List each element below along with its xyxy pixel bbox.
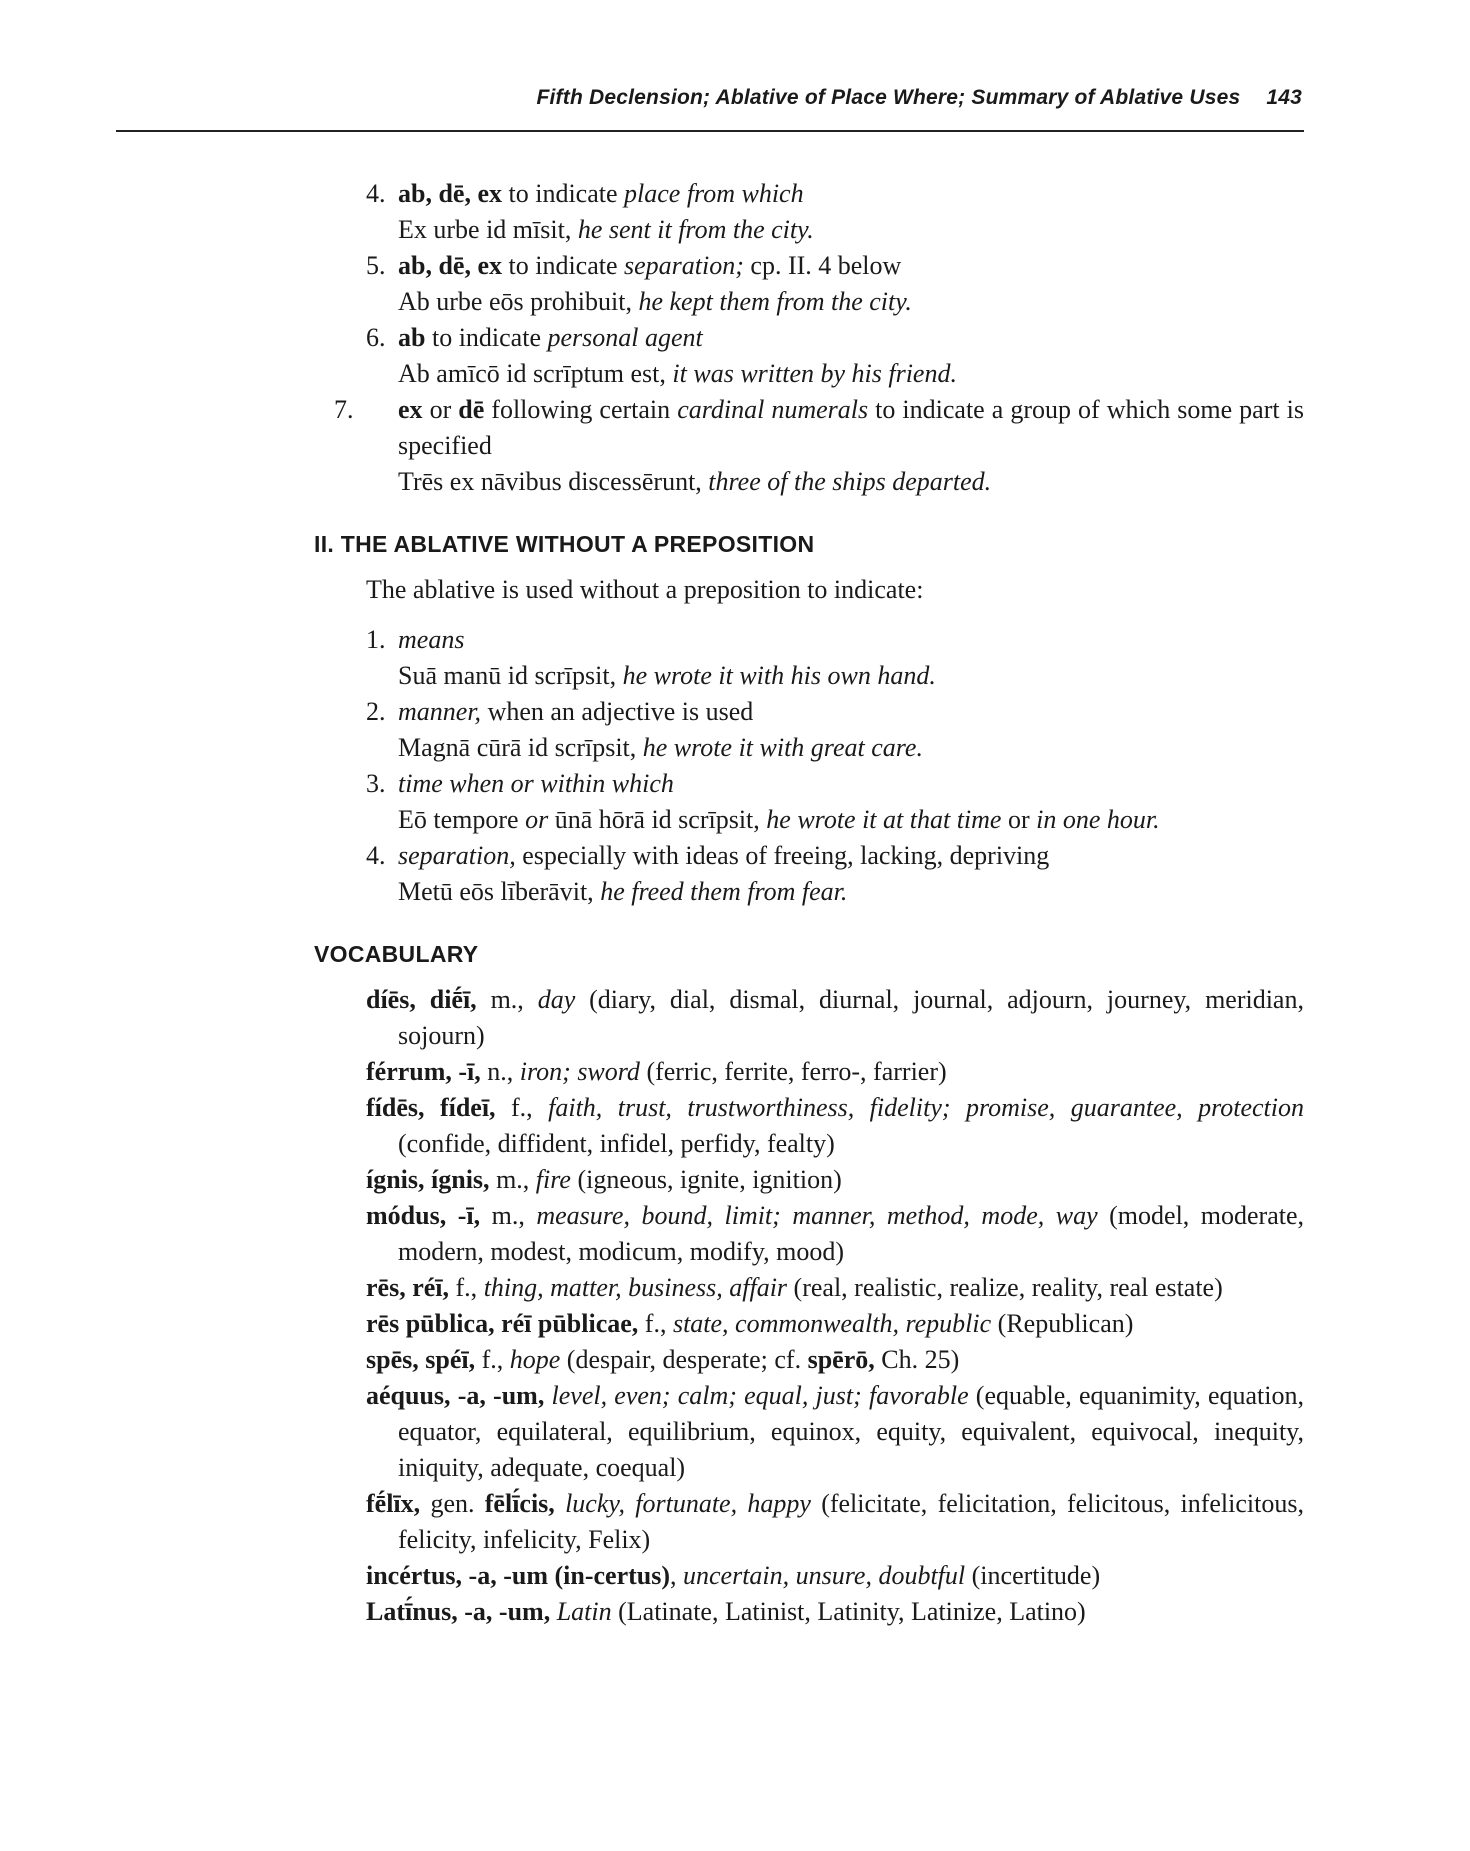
vocab-grammar: gen. xyxy=(420,1489,485,1518)
vocab-headword: spēs, spéī, xyxy=(366,1345,476,1374)
example-english: he wrote it with great care. xyxy=(642,733,923,762)
section-heading: II. THE ABLATIVE WITHOUT A PREPOSITION xyxy=(314,531,815,557)
example-latin: Ab amīcō id scrīptum est, xyxy=(398,359,673,388)
vocab-entry xyxy=(366,1162,1304,1198)
vocab-meaning: hope xyxy=(509,1345,561,1374)
vocab-crossref: spērō, xyxy=(807,1345,875,1374)
example-latin: Magnā cūrā id scrīpsit, xyxy=(398,733,643,762)
vocab-derivatives: (model, moderate, modern, modest, modicum, modify, mood) xyxy=(398,1201,1305,1266)
vocab-entry xyxy=(366,1306,1304,1342)
vocab-meaning: measure, bound, limit; manner, method, mode, way xyxy=(536,1201,1098,1230)
vocab-derivatives: (Republican) xyxy=(991,1309,1134,1338)
vocab-derivatives: (equable, equanimity, equation, equator, equilateral, equilibrium, equinox, equity, equivalent, equivocal, inequity, iniquity, adequate, coequal) xyxy=(398,1381,1304,1482)
example-latin: ūnā hōrā id scrīpsit, xyxy=(548,805,767,834)
running-head xyxy=(537,86,1303,110)
item-italic: cardinal numerals xyxy=(677,395,869,424)
vocab-derivatives: (diary, dial, dismal, diurnal, journal, adjourn, journey, meridian, sojourn) xyxy=(398,985,1304,1050)
list-item xyxy=(366,622,1304,694)
item-number: 6. xyxy=(366,323,386,352)
list-item xyxy=(334,392,1304,500)
vocab-headword: rēs, réī, xyxy=(366,1273,450,1302)
example-latin: Eō tempore xyxy=(398,805,526,834)
example-english: three of the ships departed. xyxy=(708,467,992,496)
example-latin: Trēs ex nāvibus discessērunt, xyxy=(398,467,709,496)
vocab-grammar: f., xyxy=(495,1093,549,1122)
vocab-derivatives: Ch. 25) xyxy=(874,1345,960,1374)
latin-term: ab, dē, ex xyxy=(398,179,502,208)
section-intro: The ablative is used without a preposition to indicate: xyxy=(366,575,924,604)
vocab-headword: incértus, -a, -um xyxy=(366,1561,548,1590)
vocab-entry xyxy=(366,1558,1304,1594)
vocab-headword: díēs, diḗī, xyxy=(366,985,477,1014)
vocab-grammar: m., xyxy=(476,985,538,1014)
list-item xyxy=(366,766,1304,838)
item-text: following certain xyxy=(484,395,678,424)
item-italic: personal agent xyxy=(547,323,703,352)
latin-term: ab xyxy=(398,323,426,352)
vocab-grammar: n., xyxy=(480,1057,520,1086)
vocab-entry xyxy=(366,982,1304,1054)
list-item xyxy=(366,176,1304,248)
example-latin: Suā manū id scrīpsit, xyxy=(398,661,623,690)
vocab-meaning: fire xyxy=(535,1165,571,1194)
example-or: or xyxy=(1001,805,1037,834)
vocab-grammar: m., xyxy=(480,1201,537,1230)
example-latin: Metū eōs līberāvit, xyxy=(398,877,601,906)
vocab-headword: Latī́nus, -a, -um, xyxy=(366,1597,551,1626)
vocab-entry xyxy=(366,1198,1304,1270)
item-text: when an adjective is used xyxy=(481,697,754,726)
item-text: especially with ideas of freeing, lacking, depriving xyxy=(515,841,1050,870)
vocab-derivatives: (felicitate, felicitation, felicitous, infelicitous, felicity, infelicity, Felix) xyxy=(398,1489,1304,1554)
vocab-meaning: uncertain, unsure, doubtful xyxy=(683,1561,966,1590)
vocab-etymology: (in-certus) xyxy=(554,1561,670,1590)
vocab-derivatives: (Latinate, Latinist, Latinity, Latinize, Latino) xyxy=(611,1597,1086,1626)
vocab-derivatives: (incertitude) xyxy=(965,1561,1101,1590)
vocab-grammar: , xyxy=(670,1561,683,1590)
item-number: 7. xyxy=(334,395,354,424)
vocab-entry xyxy=(366,1378,1304,1486)
vocab-meaning: Latin xyxy=(550,1597,612,1626)
latin-term: dē xyxy=(458,395,485,424)
item-text: to indicate a group of which some part is specified xyxy=(398,395,1304,460)
item-italic: separation, xyxy=(398,841,516,870)
vocab-meaning: faith, trust, trustworthiness, fidelity; promise, guarantee, protection xyxy=(548,1093,1305,1122)
vocab-grammar: f., xyxy=(475,1345,510,1374)
list-item xyxy=(366,694,1304,766)
running-title: Fifth Declension; Ablative of Place Where; Summary of Ablative Uses xyxy=(536,86,1241,109)
list-item xyxy=(366,838,1304,910)
item-number: 2. xyxy=(366,697,386,726)
vocab-headword: férrum, -ī, xyxy=(366,1057,481,1086)
item-number: 3. xyxy=(366,769,386,798)
item-italic: manner, xyxy=(398,697,482,726)
vocab-entry xyxy=(366,1090,1304,1162)
example-english: he wrote it with his own hand. xyxy=(622,661,936,690)
vocab-entry xyxy=(366,1270,1304,1306)
item-number: 4. xyxy=(366,841,386,870)
vocab-headword: rēs pūblica, réī pūblicae, xyxy=(366,1309,639,1338)
list-item xyxy=(366,320,1304,392)
vocab-derivatives: (ferric, ferrite, ferro-, farrier) xyxy=(639,1057,947,1086)
item-text: to indicate xyxy=(502,251,625,280)
vocab-grammar: m., xyxy=(489,1165,536,1194)
header-rule xyxy=(116,130,1304,132)
vocab-meaning: thing, matter, business, affair xyxy=(483,1273,788,1302)
vocab-genitive: fēlī́cis, xyxy=(484,1489,555,1518)
item-text: cp. II. 4 below xyxy=(743,251,902,280)
vocab-grammar: f., xyxy=(638,1309,673,1338)
vocab-headword: ígnis, ígnis, xyxy=(366,1165,490,1194)
item-italic: separation; xyxy=(624,251,744,280)
vocab-headword: aéquus, -a, -um, xyxy=(366,1381,545,1410)
example-english: he wrote it at that time xyxy=(766,805,1002,834)
vocab-entry xyxy=(366,1594,1304,1630)
vocab-entry xyxy=(366,1342,1304,1378)
vocab-meaning: day xyxy=(537,985,576,1014)
item-text: to indicate xyxy=(502,179,625,208)
example-or: or xyxy=(525,805,549,834)
item-italic: means xyxy=(398,625,465,654)
example-english: he freed them from fear. xyxy=(600,877,848,906)
list-item xyxy=(366,248,1304,320)
example-english: it was written by his friend. xyxy=(672,359,957,388)
item-number: 1. xyxy=(366,625,386,654)
item-text: or xyxy=(422,395,459,424)
item-number: 4. xyxy=(366,179,386,208)
example-english: he sent it from the city. xyxy=(577,215,814,244)
vocab-meaning: level, even; calm; equal, just; favorable xyxy=(544,1381,969,1410)
item-italic: place from which xyxy=(624,179,804,208)
page-body xyxy=(314,176,1305,1630)
vocab-entry xyxy=(366,1486,1304,1558)
vocab-headword: fḗlīx, xyxy=(366,1489,421,1518)
vocab-meaning: lucky, fortunate, happy xyxy=(554,1489,811,1518)
vocab-meaning: state, commonwealth, republic xyxy=(672,1309,992,1338)
item-number: 5. xyxy=(366,251,386,280)
example-latin: Ab urbe eōs prohibuit, xyxy=(398,287,639,316)
vocab-headword: módus, -ī, xyxy=(366,1201,481,1230)
page-number: 143 xyxy=(1266,86,1302,109)
vocabulary-heading: VOCABULARY xyxy=(314,941,479,967)
vocab-grammar: f., xyxy=(449,1273,484,1302)
latin-term: ab, dē, ex xyxy=(398,251,502,280)
vocab-derivatives: (confide, diffident, infidel, perfidy, fealty) xyxy=(398,1129,835,1158)
vocab-derivatives: (despair, desperate; cf. xyxy=(560,1345,808,1374)
vocab-entry xyxy=(366,1054,1304,1090)
item-italic: time when or within which xyxy=(398,769,674,798)
latin-term: ex xyxy=(398,395,423,424)
vocab-derivatives: (real, realistic, realize, reality, real estate) xyxy=(787,1273,1223,1302)
example-english: he kept them from the city. xyxy=(638,287,912,316)
vocab-derivatives: (igneous, ignite, ignition) xyxy=(570,1165,842,1194)
example-english: in one hour. xyxy=(1036,805,1160,834)
vocab-headword: fídēs, fídeī, xyxy=(366,1093,496,1122)
example-latin: Ex urbe id mīsit, xyxy=(398,215,578,244)
item-text: to indicate xyxy=(425,323,548,352)
vocabulary-list xyxy=(324,982,1304,1630)
vocab-meaning: iron; sword xyxy=(519,1057,640,1086)
